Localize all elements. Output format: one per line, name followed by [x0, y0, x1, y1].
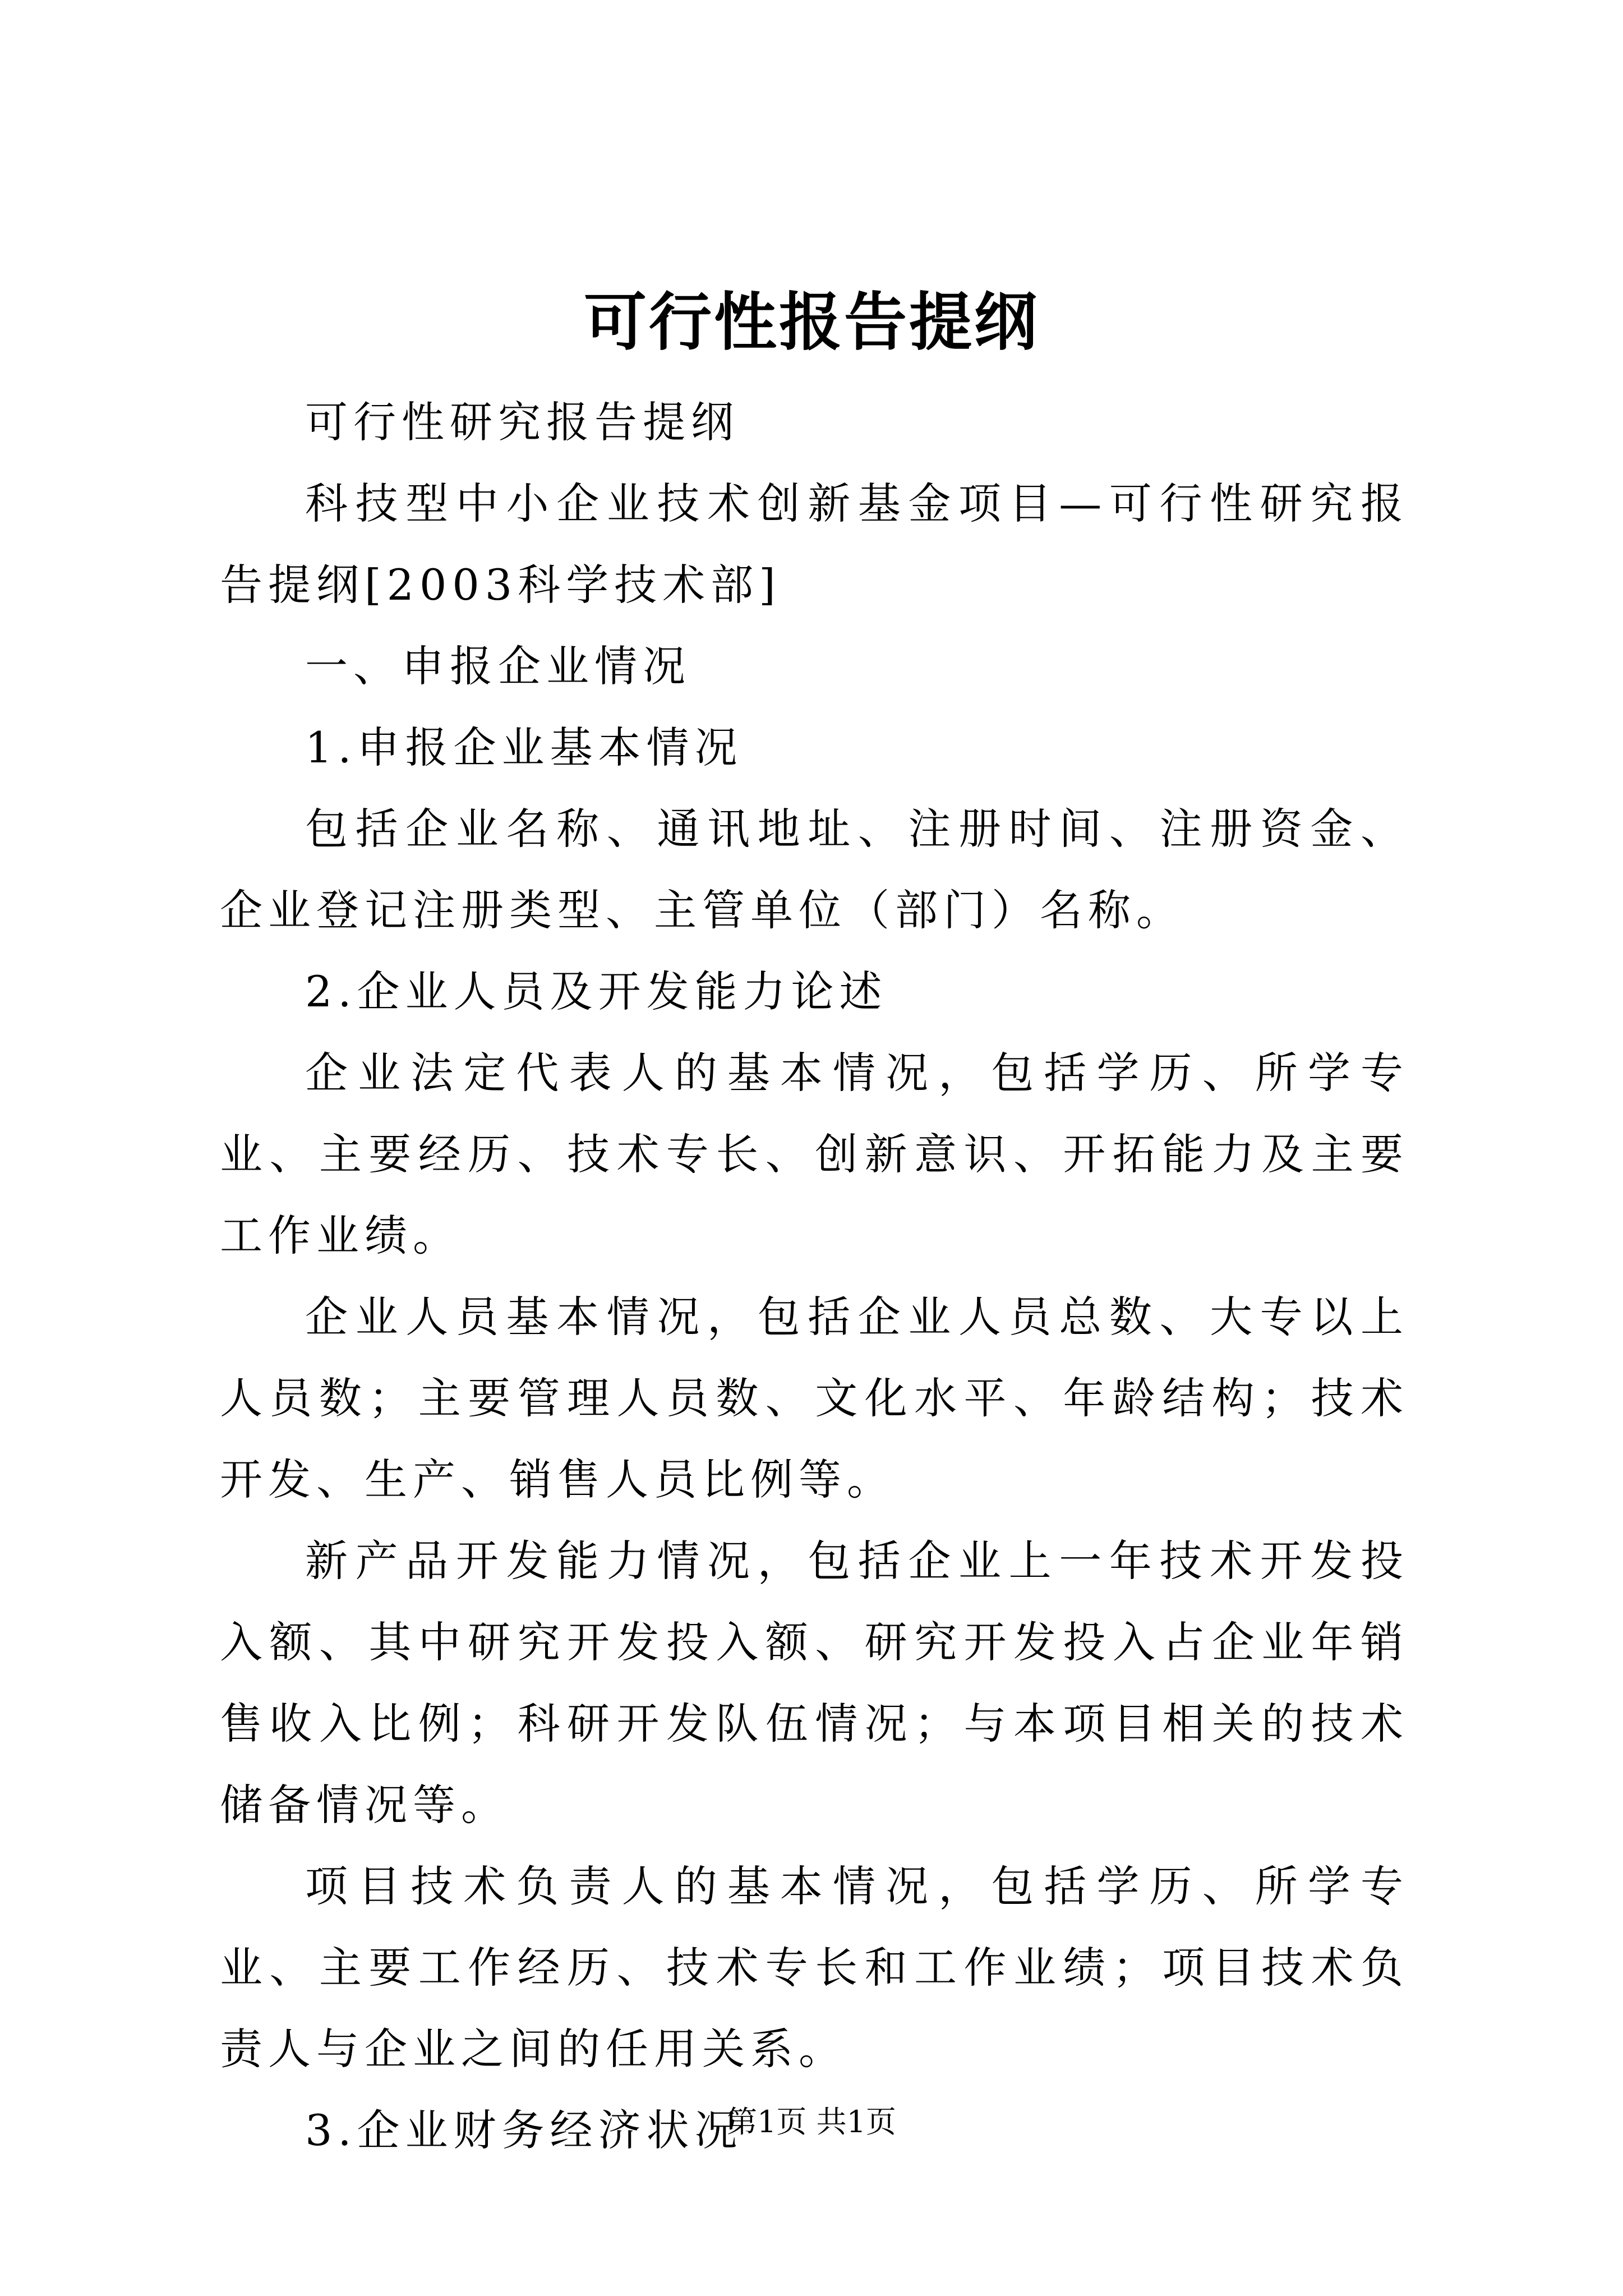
paragraph-dev-capability: 新产品开发能力情况，包括企业上一年技术开发投入额、其中研究开发投入额、研究开发投入占企业年销售收入比例；科研开发队伍情况；与本项目相关的技术储备情况等。: [220, 1536, 1409, 1830]
document-body: [220, 381, 1409, 2171]
paragraph-subtitle: 可行性研究报告提纲: [305, 397, 739, 447]
section-heading-1: 一、申报企业情况: [305, 641, 691, 691]
paragraph-source: 科技型中小企业技术创新基金项目—可行性研究报告提纲[2003科学技术部]: [220, 478, 1409, 610]
subsection-heading-1-1: 1.申报企业基本情况: [305, 723, 743, 772]
document-title: 可行性报告提纲: [584, 286, 1039, 359]
page-footer: 第1页 共1页: [727, 2104, 896, 2139]
paragraph-tech-lead: 项目技术负责人的基本情况，包括学历、所学专业、主要工作经历、技术专长和工作业绩；项目技术负责人与企业之间的任用关系。: [220, 1861, 1409, 2074]
subsection-heading-1-2: 2.企业人员及开发能力论述: [305, 967, 888, 1016]
paragraph-legal-rep: 企业法定代表人的基本情况，包括学历、所学专业、主要经历、技术专长、创新意识、开拓能力及主要工作业绩。: [220, 1048, 1409, 1260]
paragraph-staff: 企业人员基本情况，包括企业人员总数、大专以上人员数；主要管理人员数、文化水平、年龄结构；技术开发、生产、销售人员比例等。: [220, 1292, 1409, 1504]
paragraph-basic-info: 包括企业名称、通讯地址、注册时间、注册资金、企业登记注册类型、主管单位（部门）名称。: [220, 804, 1409, 935]
subsection-heading-1-3: 3.企业财务经济状况: [305, 2105, 743, 2155]
